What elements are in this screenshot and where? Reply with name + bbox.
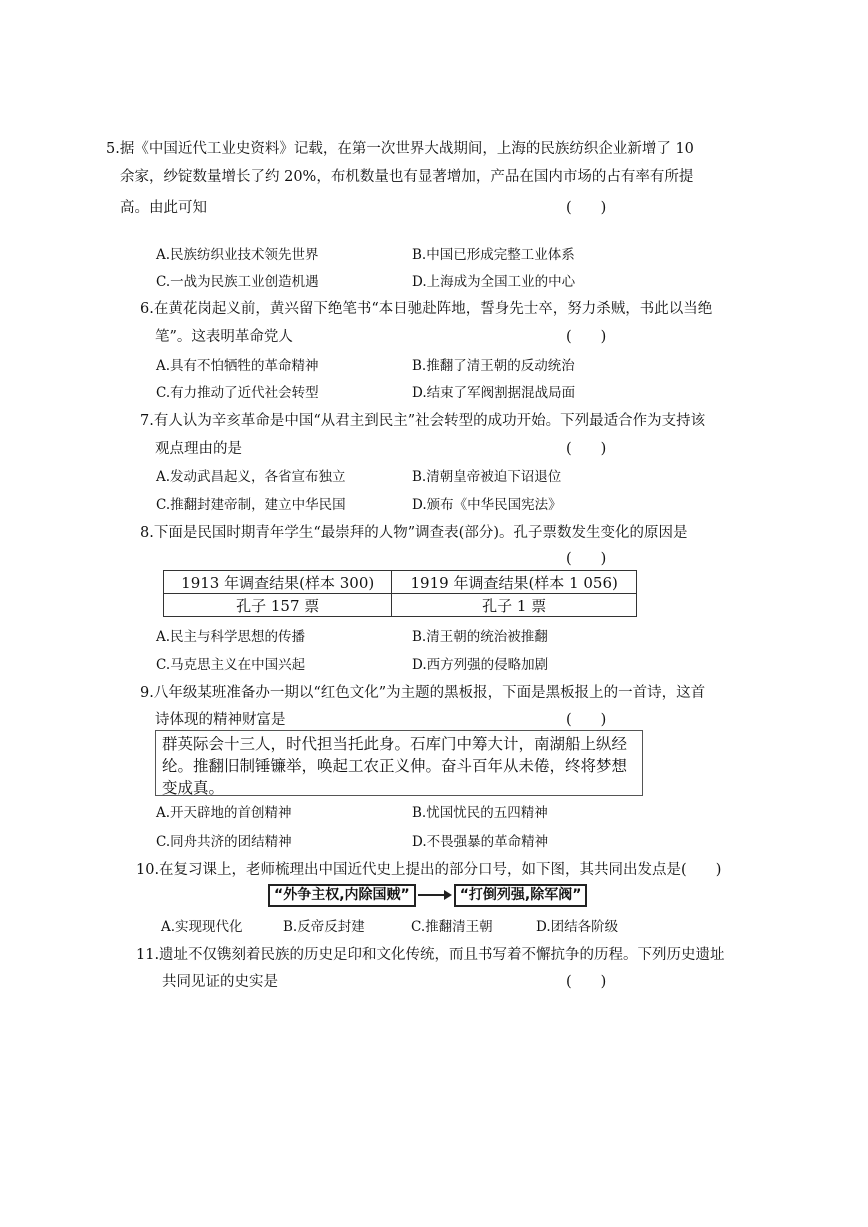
q11-line1: 11.遗址不仅镌刻着民族的历史足印和文化传统，而且书写着不懈抗争的历程。下列历史遗址 <box>136 947 725 963</box>
table-header-1919: 1919 年调查结果(样本 1 056) <box>392 571 637 594</box>
q6-option-b: B.推翻了清王朝的反动统治 <box>412 358 575 374</box>
q7-line1: 7.有人认为辛亥革命是中国“从君主到民主”社会转型的成功开始。下列最适合作为支持该 <box>140 413 706 429</box>
q10-option-c: C.推翻清王朝 <box>411 919 493 935</box>
q8-option-d: D.西方列强的侵略加剧 <box>412 657 549 673</box>
table-row <box>164 594 637 617</box>
q9-line1: 9.八年级某班准备办一期以“红色文化”为主题的黑板报，下面是黑板报上的一首诗，这首 <box>140 685 706 701</box>
q11-answer-bracket: ( ) <box>566 974 607 990</box>
q10-option-a: A.实现现代化 <box>161 919 243 935</box>
q6-line2: 笔”。这表明革命党人 <box>155 329 293 345</box>
arrow-right-icon <box>418 890 452 900</box>
q10-option-b: B.反帝反封建 <box>283 919 365 935</box>
q9-line2: 诗体现的精神财富是 <box>155 712 286 728</box>
q5-line2: 余家，纱锭数量增长了约 20%，布机数量也有显著增加，产品在国内市场的占有率有所提 <box>120 169 694 185</box>
table-row <box>164 571 637 594</box>
table-cell-1919-votes: 孔子 1 票 <box>392 594 637 617</box>
slogan-diagram <box>268 884 587 906</box>
q9-answer-bracket: ( ) <box>566 712 607 728</box>
q5-option-a: A.民族纺织业技术领先世界 <box>156 247 319 263</box>
q6-option-c: C.有力推动了近代社会转型 <box>156 385 319 401</box>
q9-option-d: D.不畏强暴的革命精神 <box>412 834 549 850</box>
slogan-box-2: “打倒列强,除军阀” <box>454 884 588 907</box>
q6-line1: 6.在黄花岗起义前，黄兴留下绝笔书“本日驰赴阵地，誓身先士卒，努力杀贼，书此以当绝 <box>140 301 713 317</box>
q7-line2: 观点理由的是 <box>155 441 242 457</box>
q7-option-c: C.推翻封建帝制，建立中华民国 <box>156 497 346 513</box>
q6-answer-bracket: ( ) <box>566 329 607 345</box>
q7-option-b: B.清朝皇帝被迫下诏退位 <box>412 469 562 485</box>
q5-answer-bracket: ( ) <box>566 200 607 216</box>
q7-option-a: A.发动武昌起义，各省宣布独立 <box>156 469 346 485</box>
slogan-box-1: “外争主权,内除国贼” <box>268 884 416 907</box>
table-header-1913: 1913 年调查结果(样本 300) <box>164 571 392 594</box>
q5-line1: 5.据《中国近代工业史资料》记载，在第一次世界大战期间，上海的民族纺织企业新增了 10 <box>106 141 694 157</box>
q6-option-a: A.具有不怕牺牲的革命精神 <box>156 358 319 374</box>
q8-line1: 8.下面是民国时期青年学生“最崇拜的人物”调查表(部分)。孔子票数发生变化的原因是 <box>140 525 688 541</box>
q5-option-d: D.上海成为全国工业的中心 <box>412 274 576 290</box>
q7-option-d: D.颁布《中华民国宪法》 <box>412 497 562 513</box>
q10-line1: 10.在复习课上，老师梳理出中国近代史上提出的部分口号，如下图，其共同出发点是( ) <box>136 862 722 878</box>
q7-answer-bracket: ( ) <box>566 441 607 457</box>
q9-option-a: A.开天辟地的首创精神 <box>156 805 292 821</box>
survey-table <box>163 570 637 617</box>
poem-box: 群英际会十三人，时代担当托此身。石库门中筹大计，南湖船上纵经纶。推翻旧制锤镰举，唤起工农正义伸。奋斗百年从未倦，终将梦想变成真。 <box>155 730 643 796</box>
q8-option-a: A.民主与科学思想的传播 <box>156 629 306 645</box>
q5-line3: 高。由此可知 <box>120 200 207 216</box>
table-cell-1913-votes: 孔子 157 票 <box>164 594 392 617</box>
q8-option-b: B.清王朝的统治被推翻 <box>412 629 548 645</box>
q6-option-d: D.结束了军阀割据混战局面 <box>412 385 576 401</box>
q5-option-b: B.中国已形成完整工业体系 <box>412 247 575 263</box>
q10-option-d: D.团结各阶级 <box>536 919 619 935</box>
q8-answer-bracket: ( ) <box>566 551 607 567</box>
q11-line2: 共同见证的史实是 <box>162 974 278 990</box>
q9-option-b: B.忧国忧民的五四精神 <box>412 805 548 821</box>
q9-option-c: C.同舟共济的团结精神 <box>156 834 292 850</box>
q8-option-c: C.马克思主义在中国兴起 <box>156 657 306 673</box>
q5-option-c: C.一战为民族工业创造机遇 <box>156 274 319 290</box>
